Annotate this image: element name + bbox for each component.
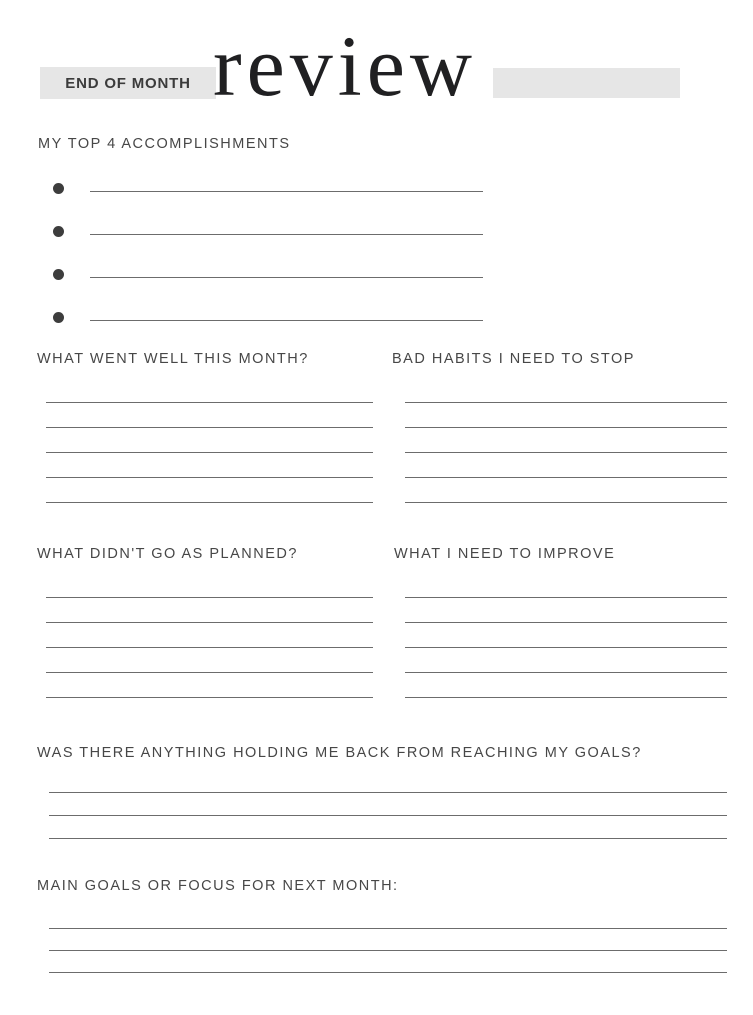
writing-line: [46, 623, 373, 648]
section-heading-went-well: WHAT WENT WELL THIS MONTH?: [37, 351, 309, 367]
bad-habits-lines: [405, 378, 727, 503]
writing-line: [405, 378, 727, 403]
writing-line: [405, 673, 727, 698]
writing-line: [49, 816, 727, 839]
writing-line: [90, 191, 483, 192]
section-heading-next-month: MAIN GOALS OR FOCUS FOR NEXT MONTH:: [37, 878, 399, 894]
section-heading-bad-habits: BAD HABITS I NEED TO STOP: [392, 351, 635, 367]
writing-line: [49, 929, 727, 951]
writing-line: [46, 478, 373, 503]
accomplishment-row: [53, 224, 483, 267]
writing-line: [405, 573, 727, 598]
title-decorative-bar: [493, 68, 680, 98]
writing-line: [405, 453, 727, 478]
writing-line: [46, 598, 373, 623]
writing-line: [90, 277, 483, 278]
section-heading-accomplishments: MY TOP 4 ACCOMPLISHMENTS: [38, 136, 291, 152]
accomplishment-row: [53, 310, 483, 353]
writing-line: [49, 907, 727, 929]
writing-line: [405, 478, 727, 503]
writing-line: [405, 428, 727, 453]
bullet-icon: [53, 226, 64, 237]
writing-line: [405, 598, 727, 623]
end-of-month-label: END OF MONTH: [40, 67, 216, 99]
writing-line: [46, 573, 373, 598]
writing-line: [46, 673, 373, 698]
went-well-lines: [46, 378, 373, 503]
holding-back-lines: [49, 770, 727, 839]
page-title: review: [213, 18, 477, 114]
writing-line: [90, 234, 483, 235]
writing-line: [405, 648, 727, 673]
bullet-icon: [53, 183, 64, 194]
next-month-lines: [49, 907, 727, 973]
improve-lines: [405, 573, 727, 698]
writing-line: [46, 378, 373, 403]
section-heading-improve: WHAT I NEED TO IMPROVE: [394, 546, 616, 562]
section-heading-not-as-planned: WHAT DIDN'T GO AS PLANNED?: [37, 546, 298, 562]
section-heading-holding-back: WAS THERE ANYTHING HOLDING ME BACK FROM REACHING MY GOALS?: [37, 745, 642, 761]
writing-line: [46, 428, 373, 453]
writing-line: [49, 770, 727, 793]
writing-line: [90, 320, 483, 321]
writing-line: [49, 951, 727, 973]
accomplishments-list: [53, 181, 483, 353]
writing-line: [405, 623, 727, 648]
accomplishment-row: [53, 267, 483, 310]
bullet-icon: [53, 312, 64, 323]
writing-line: [46, 403, 373, 428]
writing-line: [49, 793, 727, 816]
accomplishment-row: [53, 181, 483, 224]
writing-line: [46, 648, 373, 673]
writing-line: [405, 403, 727, 428]
bullet-icon: [53, 269, 64, 280]
writing-line: [46, 453, 373, 478]
not-as-planned-lines: [46, 573, 373, 698]
